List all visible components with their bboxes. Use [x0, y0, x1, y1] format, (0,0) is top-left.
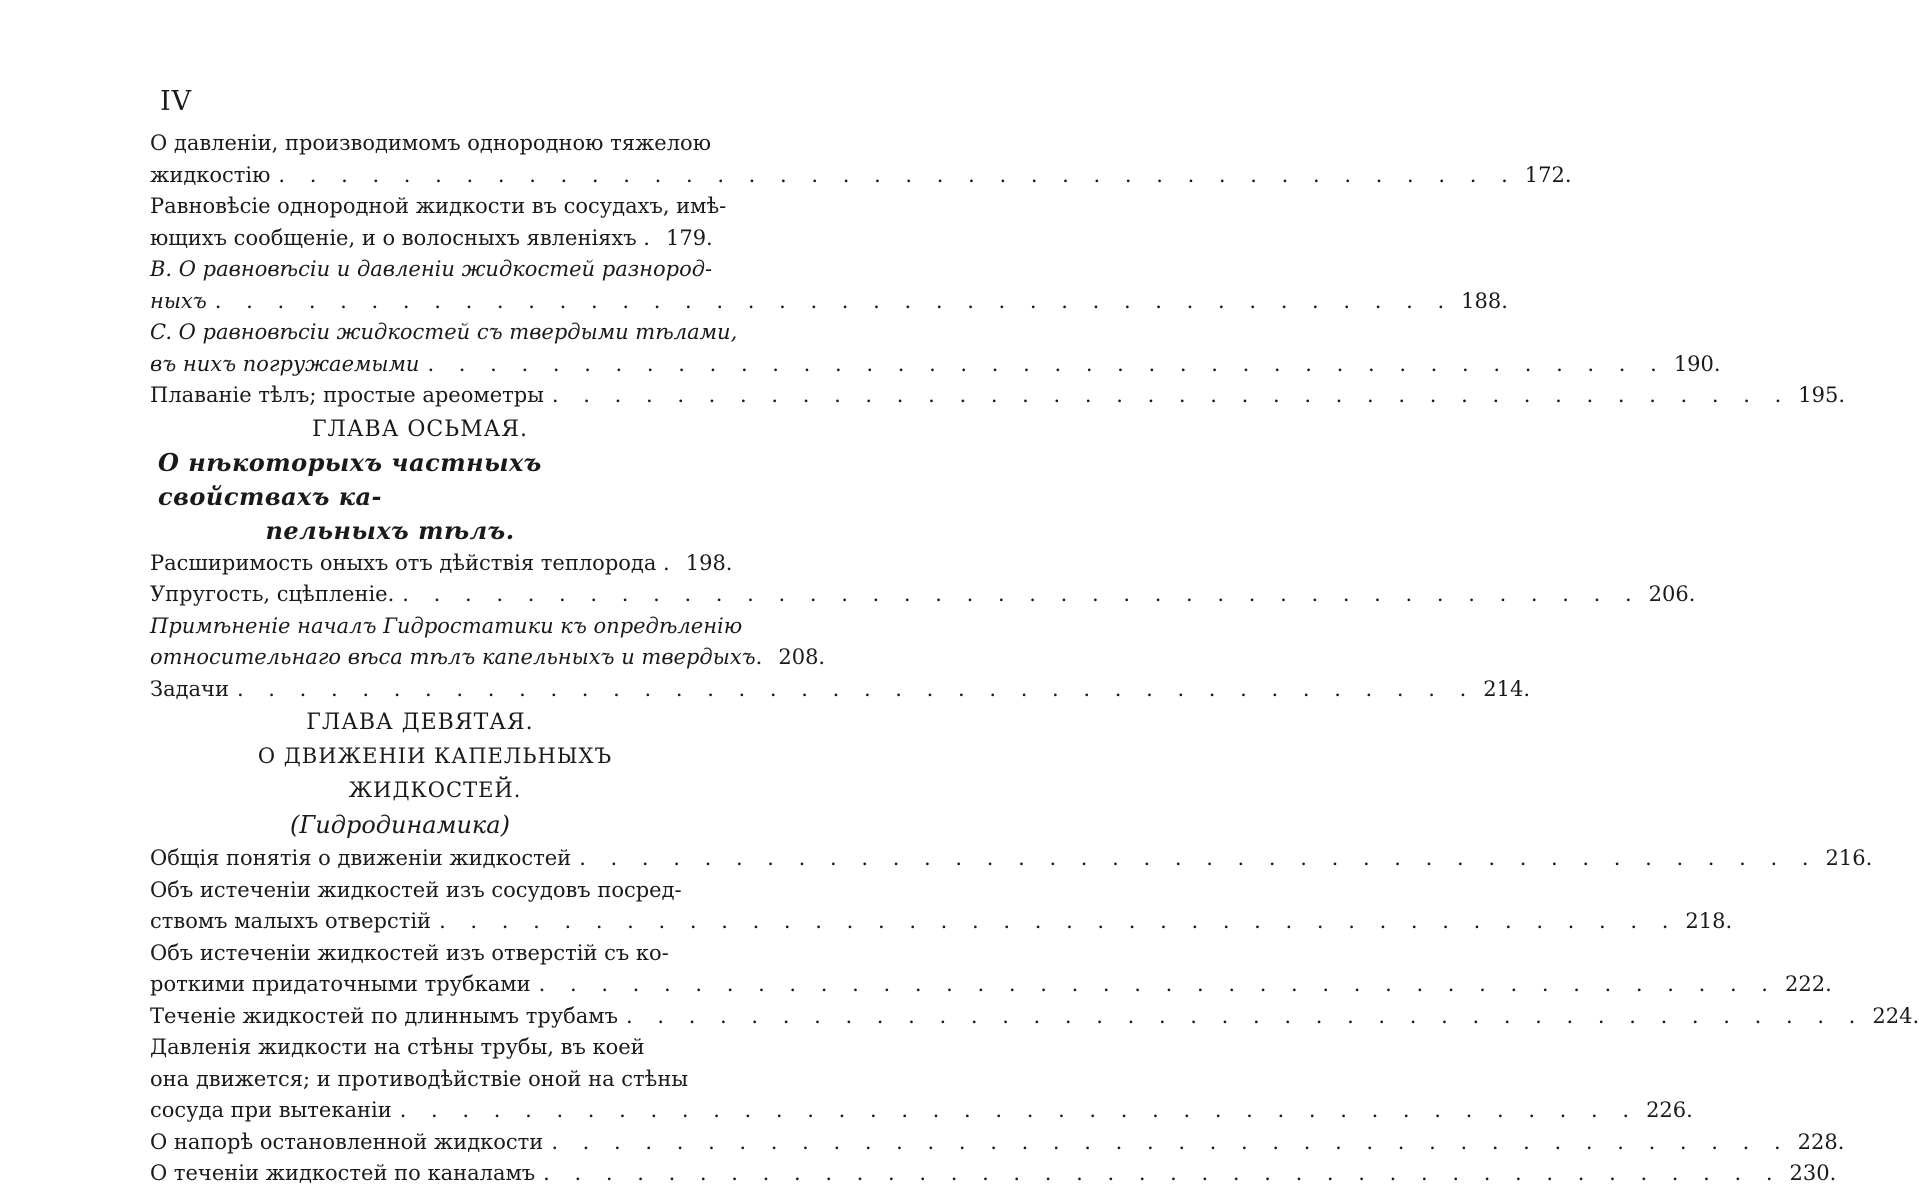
chapter-9-heading: ГЛАВА ДЕВЯТАЯ. — [306, 710, 534, 735]
toc-entry-line — [150, 1001, 1919, 1033]
toc-entry-text: Плаваніе тѣлъ; простые ареометры — [150, 383, 544, 407]
dot-leader: . . . . . . . . . . . . . . . . . . . . . . . . . . . . . . . . . . . . . . . . — [399, 1098, 1639, 1122]
toc-page-number: 226. — [1646, 1098, 1693, 1122]
dot-leader: . . . . . . . . . . . . . . . . . . . . . . . . . . . . . . . . . . . . . . . . — [538, 972, 1777, 996]
toc-entry-line — [150, 160, 1572, 192]
toc-entry-line — [150, 286, 1508, 318]
chapter-8-title — [150, 446, 690, 548]
toc-entry-text: Теченіе жидкостей по длиннымъ трубамъ — [150, 1003, 618, 1028]
toc-entry — [150, 128, 1572, 191]
toc-entry — [150, 1001, 1919, 1033]
toc-entry-text: О давленіи, производимомъ однородною тяжелою — [150, 131, 711, 155]
toc-entry — [150, 1032, 1693, 1127]
toc-entry-text: Упругость, сцѣпленіе. — [150, 582, 395, 606]
toc-entry-text: ющихъ сообщеніе, и о волосныхъ явленіяхъ . — [150, 225, 650, 250]
toc-page-number: 188. — [1461, 288, 1508, 313]
toc-entry-line — [150, 611, 743, 643]
toc-entry — [150, 938, 1832, 1001]
toc-entry-line — [150, 906, 1733, 938]
dot-leader: . . . . . . . . . . . . . . . . . . . . . . . . . . . . . . . . . . . . . . . . — [236, 676, 1476, 701]
toc-page-number: 172. — [1524, 162, 1572, 187]
toc-entry-line — [150, 128, 711, 160]
toc-entry-text: она движется; и противодѣйствіе оной на стѣны — [150, 1066, 689, 1091]
toc-entry-text: C. О равновѣсіи жидкостей съ твердыми тѣлами, — [150, 320, 738, 344]
toc-entry — [150, 380, 1846, 412]
toc-entry-text: въ нихъ погружаемыми — [150, 351, 420, 376]
toc-entry-text: Задачи — [150, 676, 229, 701]
toc-entry-line — [150, 223, 713, 255]
toc-entry-text: относительнаго вѣса тѣлъ капельныхъ и твердыхъ. — [150, 645, 763, 669]
toc-page-number: 214. — [1483, 676, 1531, 701]
chapter-8-entries — [150, 548, 1696, 706]
toc-page-number: 224. — [1872, 1003, 1919, 1028]
toc-page-number: 208. — [778, 645, 826, 669]
toc-page-number: 228. — [1797, 1129, 1845, 1154]
toc-entry — [150, 254, 1508, 317]
dot-leader: . . . . . . . . . . . . . . . . . . . . . . . . . . . . . . . . . . . . . . . . — [579, 846, 1818, 870]
table-of-contents — [150, 128, 1919, 1190]
toc-page-number: 198. — [685, 550, 733, 575]
toc-entry-line — [150, 1032, 690, 1064]
toc-entry-line — [150, 938, 690, 970]
toc-entry-line — [150, 191, 727, 223]
toc-entry-line — [150, 642, 826, 674]
dot-leader: . . . . . . . . . . . . . . . . . . . . . . . . . . . . . . . . . . . . . . . . — [402, 582, 1641, 606]
toc-entry — [150, 611, 826, 674]
toc-page-number: 195. — [1798, 383, 1846, 407]
toc-entry — [150, 579, 1696, 611]
toc-entry-text: Расширимость оныхъ отъ дѣйствія теплорода . — [150, 550, 670, 575]
toc-entry — [150, 191, 727, 254]
toc-entry-text: ныхъ — [150, 288, 207, 313]
toc-entry-text: Давленія жидкости на стѣны трубы, въ коей — [150, 1035, 645, 1059]
dot-leader: . . . . . . . . . . . . . . . . . . . . . . . . . . . . . . . . . . . . . . . . — [543, 1161, 1782, 1185]
toc-entry — [150, 548, 733, 580]
toc-page-number: 222. — [1784, 972, 1832, 996]
toc-page-number: 179. — [665, 225, 713, 250]
toc-entry-line — [150, 254, 713, 286]
toc-entry — [150, 1127, 1845, 1159]
dot-leader: . . . . . . . . . . . . . . . . . . . . . . . . . . . . . . . . . . . . . . . . — [551, 383, 1791, 407]
page-number: IV — [160, 86, 193, 117]
chapter-9-title: О ДВИЖЕНІИ КАПЕЛЬНЫХЪ ЖИДКОСТЕЙ. — [257, 744, 613, 802]
toc-entry-line — [150, 674, 1531, 706]
toc-entry-text: Примѣненіе началъ Гидростатики къ опредѣленію — [150, 613, 743, 638]
toc-entry — [150, 674, 1531, 706]
toc-entry-line — [150, 380, 1846, 412]
section-entries — [150, 128, 1846, 412]
toc-entry-text: роткими придаточными трубками — [150, 972, 531, 996]
toc-page-number: 190. — [1673, 351, 1721, 376]
toc-entry-line — [150, 969, 1832, 1001]
toc-entry-text: О напорѣ остановленной жидкости — [150, 1129, 544, 1154]
toc-entry-line — [150, 875, 690, 907]
dot-leader: . . . . . . . . . . . . . . . . . . . . . . . . . . . . . . . . . . . . . . . . — [439, 909, 1678, 933]
toc-entry-line — [150, 843, 1873, 875]
dot-leader: . . . . . . . . . . . . . . . . . . . . . . . . . . . . . . . . . . . . . . . . — [626, 1003, 1865, 1028]
toc-entry-text: жидкостію — [150, 162, 271, 187]
toc-entry-text: ствомъ малыхъ отверстій — [150, 909, 432, 933]
chapter-8-title-line-1: О нѣкоторыхъ частныхъ свойствахъ ка- — [158, 447, 542, 511]
toc-entry-line — [150, 1064, 690, 1096]
toc-page-number: 216. — [1825, 846, 1873, 870]
toc-entry-line — [150, 317, 738, 349]
toc-page-number: 206. — [1648, 582, 1696, 606]
chapter-9-entries — [150, 843, 1919, 1190]
toc-entry-text: Объ истеченіи жидкостей изъ сосудовъ посред- — [150, 877, 682, 902]
toc-entry-line — [150, 1127, 1845, 1159]
chapter-8-title-line-2: пельныхъ тѣлъ. — [265, 515, 515, 545]
toc-entry — [150, 317, 1721, 380]
toc-entry-text: О теченіи жидкостей по каналамъ — [150, 1161, 536, 1185]
toc-entry-text: Общія понятія о движеніи жидкостей — [150, 846, 572, 870]
toc-page-number: 218. — [1685, 909, 1733, 933]
chapter-9-subtitle: (Гидродинамика) — [290, 811, 510, 839]
toc-entry-line — [150, 548, 733, 580]
dot-leader: . . . . . . . . . . . . . . . . . . . . . . . . . . . . . . . . . . . . . . . . — [278, 162, 1517, 187]
toc-page-number: 230. — [1789, 1161, 1837, 1185]
toc-entry-line — [150, 579, 1696, 611]
toc-entry-line — [150, 1158, 1837, 1190]
toc-entry — [150, 1158, 1837, 1190]
toc-entry-text: Объ истеченіи жидкостей изъ отверстій съ ко- — [150, 940, 669, 965]
toc-entry-text: B. О равновѣсіи и давленіи жидкостей разнород- — [150, 257, 713, 281]
chapter-8-heading: ГЛАВА ОСЬМАЯ. — [311, 416, 529, 442]
toc-entry — [150, 875, 1733, 938]
toc-entry-text: Равновѣсіе однородной жидкости въ сосудахъ, имѣ- — [150, 194, 727, 218]
dot-leader: . . . . . . . . . . . . . . . . . . . . . . . . . . . . . . . . . . . . . . . . — [551, 1129, 1790, 1154]
toc-entry-line — [150, 1095, 1693, 1127]
dot-leader: . . . . . . . . . . . . . . . . . . . . . . . . . . . . . . . . . . . . . . . . — [214, 288, 1454, 313]
toc-entry-text: сосуда при вытеканіи — [150, 1098, 392, 1122]
toc-entry-line — [150, 349, 1721, 381]
toc-entry — [150, 843, 1873, 875]
dot-leader: . . . . . . . . . . . . . . . . . . . . . . . . . . . . . . . . . . . . . . . . — [427, 351, 1666, 376]
